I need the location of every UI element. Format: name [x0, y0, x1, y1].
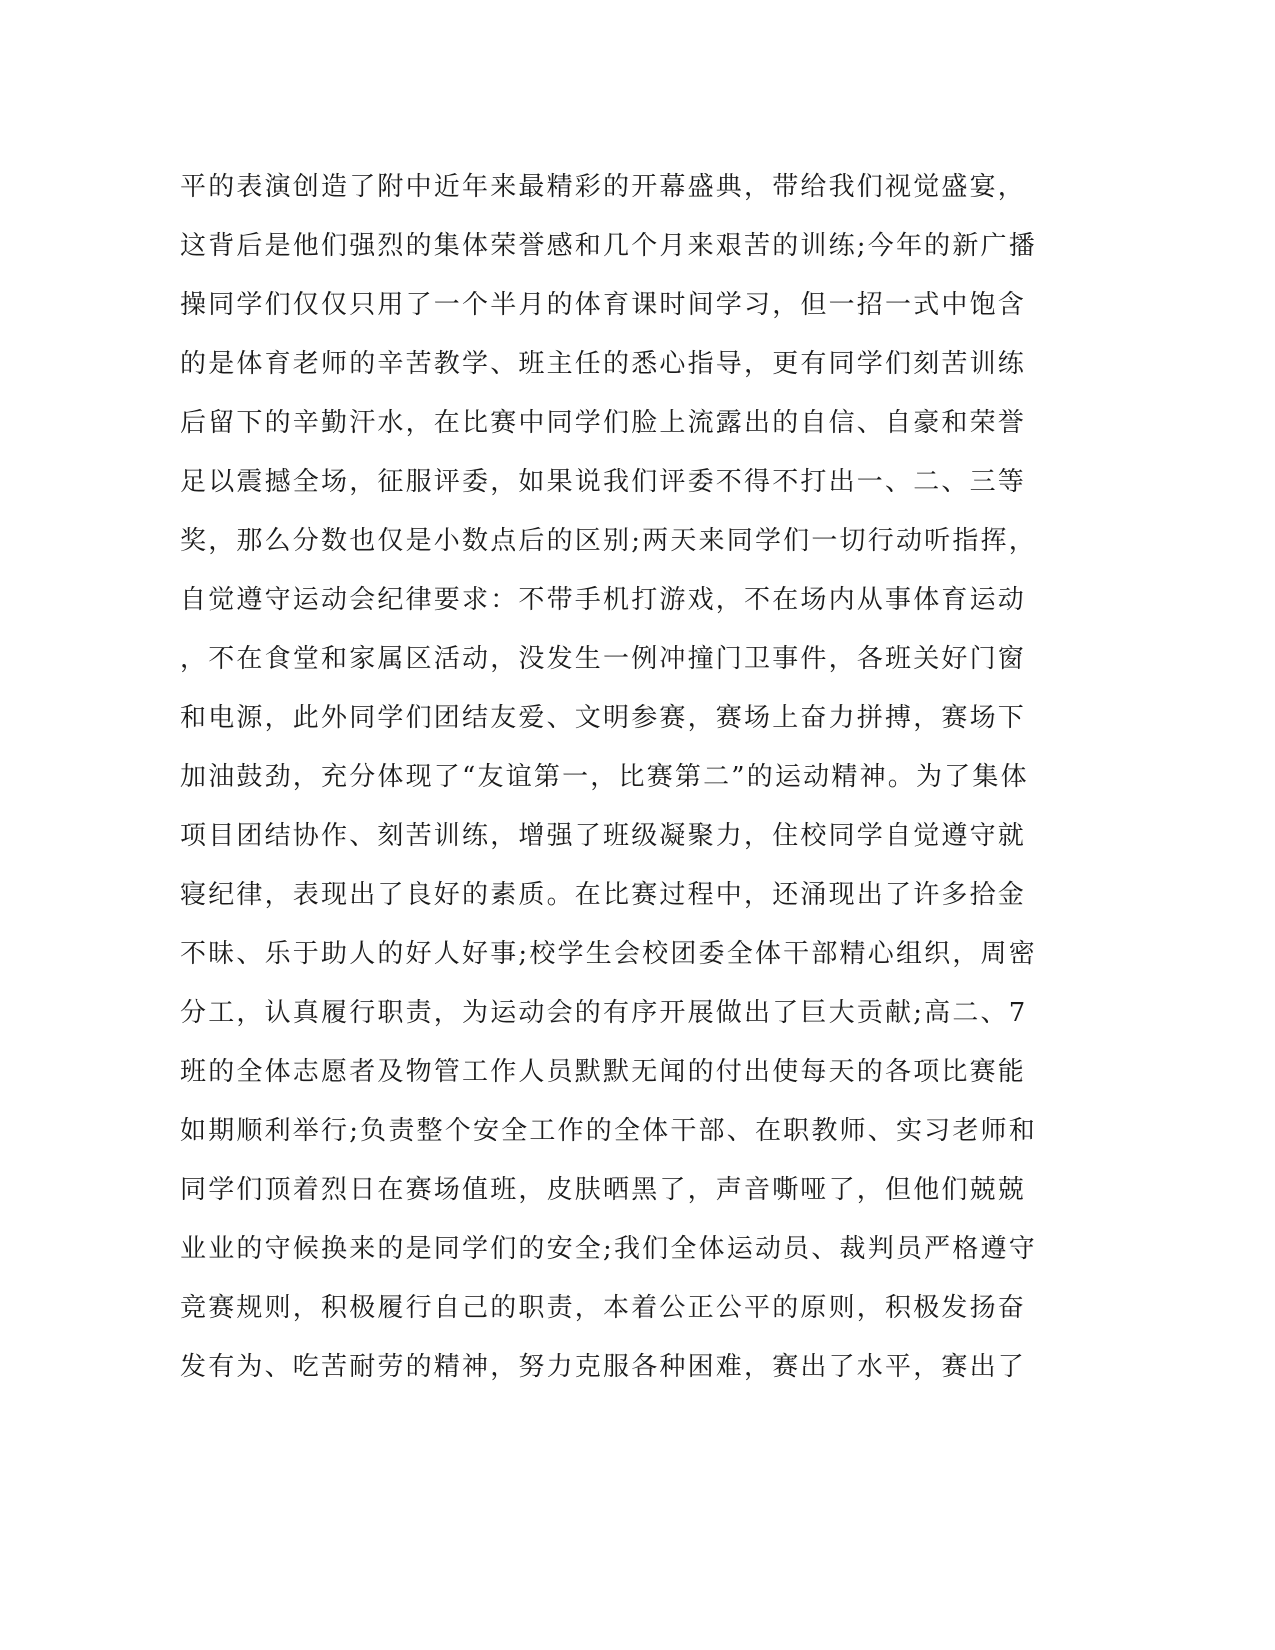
text-line: 操同学们仅仅只用了一个半月的体育课时间学习，但一招一式中饱含 [180, 290, 1027, 320]
text-line: 这背后是他们强烈的集体荣誉感和几个月来艰苦的训练;今年的新广播 [180, 231, 1037, 261]
text-line: 同学们顶着烈日在赛场值班，皮肤晒黑了，声音嘶哑了，但他们兢兢 [180, 1175, 1027, 1205]
text-line: 足以震撼全场，征服评委，如果说我们评委不得不打出一、二、三等 [180, 467, 1027, 497]
body-text [180, 158, 1040, 1397]
text-line: 奖，那么分数也仅是小数点后的区别;两天来同学们一切行动听指挥， [180, 526, 1037, 556]
text-line: 的是体育老师的辛苦教学、班主任的悉心指导，更有同学们刻苦训练 [180, 349, 1027, 379]
text-line: 和电源，此外同学们团结友爱、文明参赛，赛场上奋力拼搏，赛场下 [180, 703, 1027, 733]
text-line: 平的表演创造了附中近年来最精彩的开幕盛典，带给我们视觉盛宴， [180, 172, 1027, 202]
text-line: 发有为、吃苦耐劳的精神，努力克服各种困难，赛出了水平，赛出了 [180, 1352, 1027, 1382]
text-line: 业业的守候换来的是同学们的安全;我们全体运动员、裁判员严格遵守 [180, 1234, 1037, 1264]
text-line: 项目团结协作、刻苦训练，增强了班级凝聚力，住校同学自觉遵守就 [180, 821, 1027, 851]
text-line: 班的全体志愿者及物管工作人员默默无闻的付出使每天的各项比赛能 [180, 1057, 1027, 1087]
text-line: 后留下的辛勤汗水，在比赛中同学们脸上流露出的自信、自豪和荣誉 [180, 408, 1027, 438]
text-line: 竞赛规则，积极履行自己的职责，本着公正公平的原则，积极发扬奋 [180, 1293, 1027, 1323]
text-line: 加油鼓劲，充分体现了“友谊第一，比赛第二”的运动精神。为了集体 [180, 762, 1029, 792]
text-line: 如期顺利举行;负责整个安全工作的全体干部、在职教师、实习老师和 [180, 1116, 1037, 1146]
text-line: 自觉遵守运动会纪律要求：不带手机打游戏，不在场内从事体育运动 [180, 585, 1027, 615]
text-line: 分工，认真履行职责，为运动会的有序开展做出了巨大贡献;高二、7 [180, 998, 1028, 1028]
text-line: 寝纪律，表现出了良好的素质。在比赛过程中，还涌现出了许多拾金 [180, 880, 1027, 910]
text-line: 不昧、乐于助人的好人好事;校学生会校团委全体干部精心组织，周密 [180, 939, 1037, 969]
text-line: ，不在食堂和家属区活动，没发生一例冲撞门卫事件，各班关好门窗 [180, 644, 1027, 674]
